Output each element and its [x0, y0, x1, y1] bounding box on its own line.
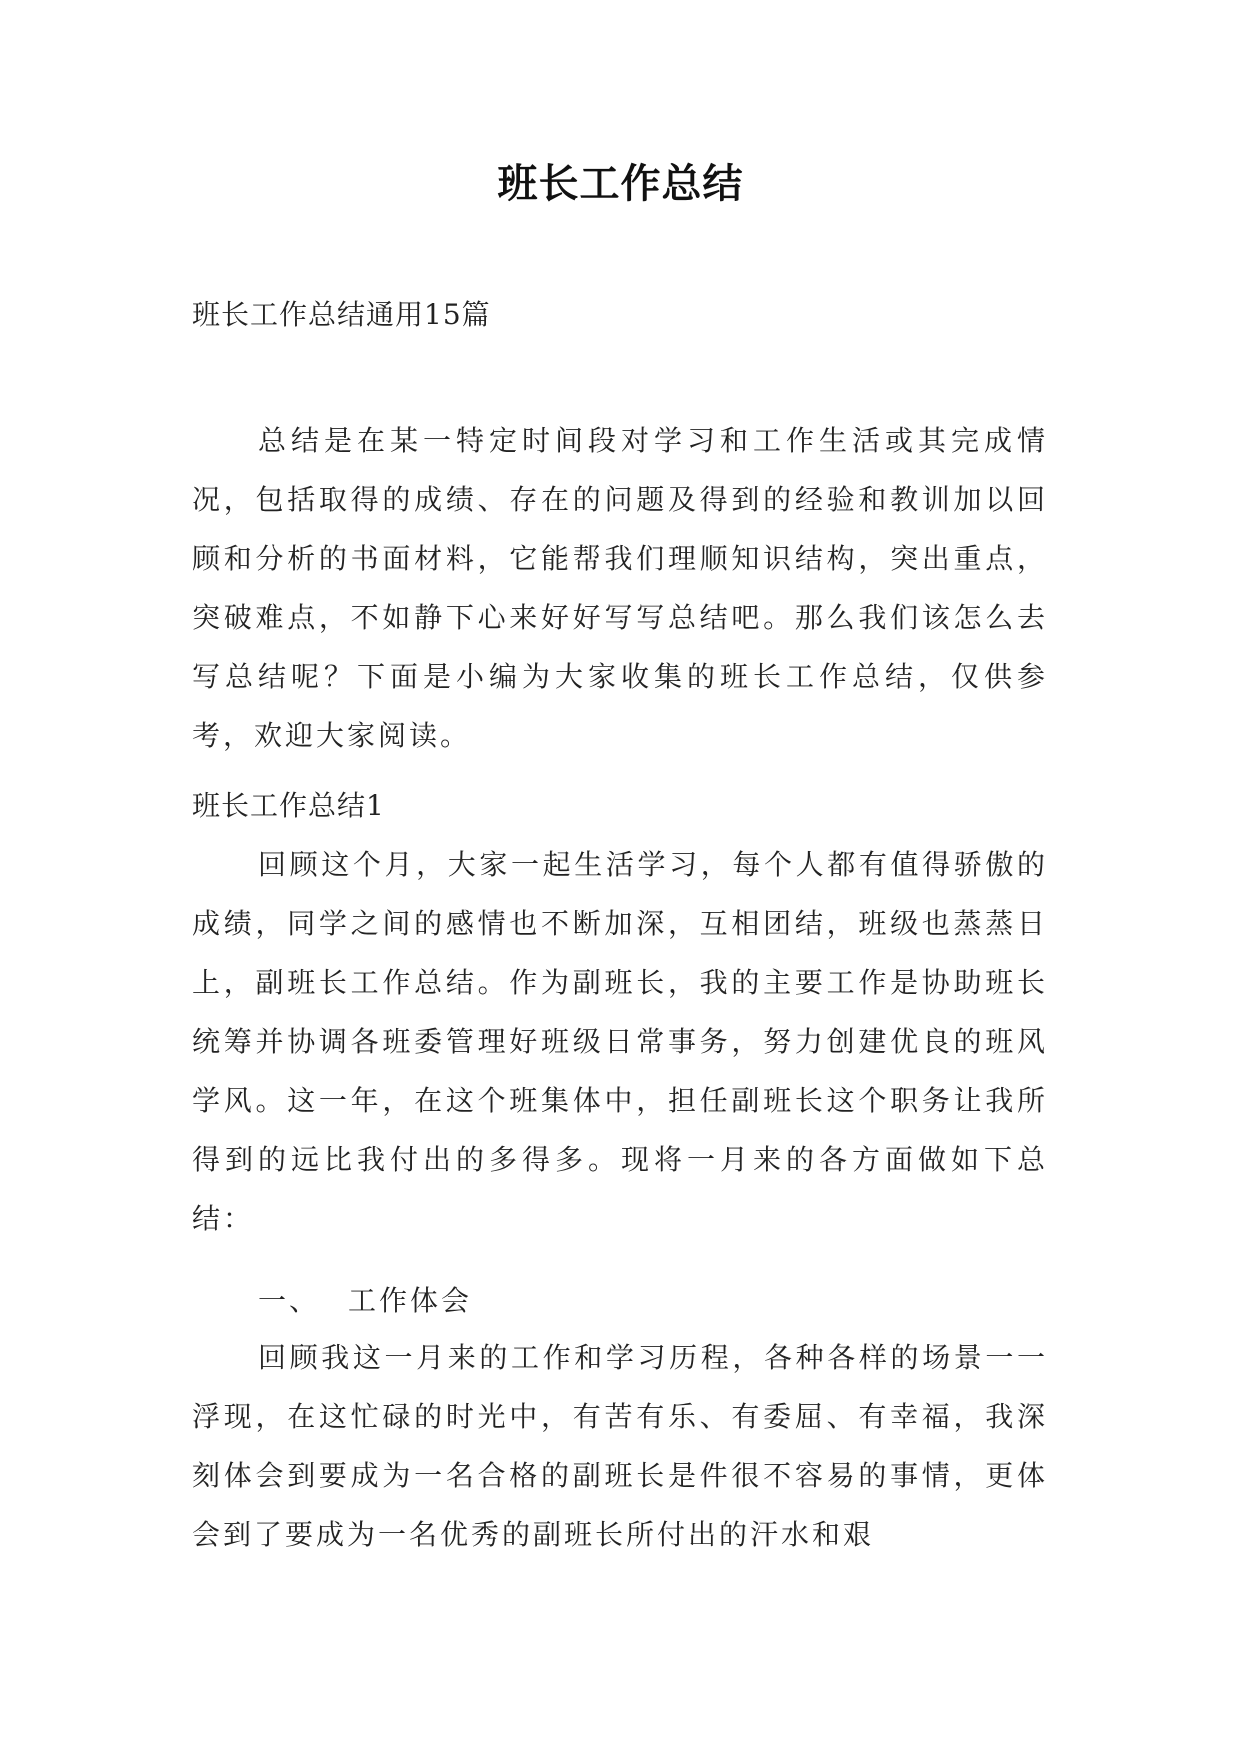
item-title: 工作体会: [348, 1284, 473, 1317]
section-paragraph: 回顾这个月，大家一起生活学习，每个人都有值得骄傲的成绩，同学之间的感情也不断加深，互相团结，班级也蒸蒸日上，副班长工作总结。作为副班长，我的主要工作是协助班长统筹并协调各班委管理好班级日常事务，努力创建优良的班风学风。这一年，在这个班集体中，担任副班长这个职务让我所得到的远比我付出的多得多。现将一月来的各方面做如下总结：: [192, 848, 1048, 1235]
item-number: 一、: [258, 1284, 321, 1317]
document-title: 班长工作总结: [497, 160, 744, 207]
intro-paragraph: 总结是在某一特定时间段对学习和工作生活或其完成情况，包括取得的成绩、存在的问题及得到的经验和教训加以回顾和分析的书面材料，它能帮我们理顺知识结构，突出重点，突破难点，不如静下心来好好写写总结吧。那么我们该怎么去写总结呢？下面是小编为大家收集的班长工作总结，仅供参考，欢迎大家阅读。: [192, 424, 1048, 752]
item-paragraph: 回顾我这一月来的工作和学习历程，各种各样的场景一一浮现，在这忙碌的时光中，有苦有乐、有委屈、有幸福，我深刻体会到要成为一名合格的副班长是件很不容易的事情，更体会到了要成为一名优秀的副班长所付出的汗水和艰: [192, 1341, 1048, 1551]
section-heading: 班长工作总结1: [192, 789, 385, 822]
item-heading: [258, 1276, 472, 1326]
document-subtitle: 班长工作总结通用15篇: [192, 298, 491, 331]
